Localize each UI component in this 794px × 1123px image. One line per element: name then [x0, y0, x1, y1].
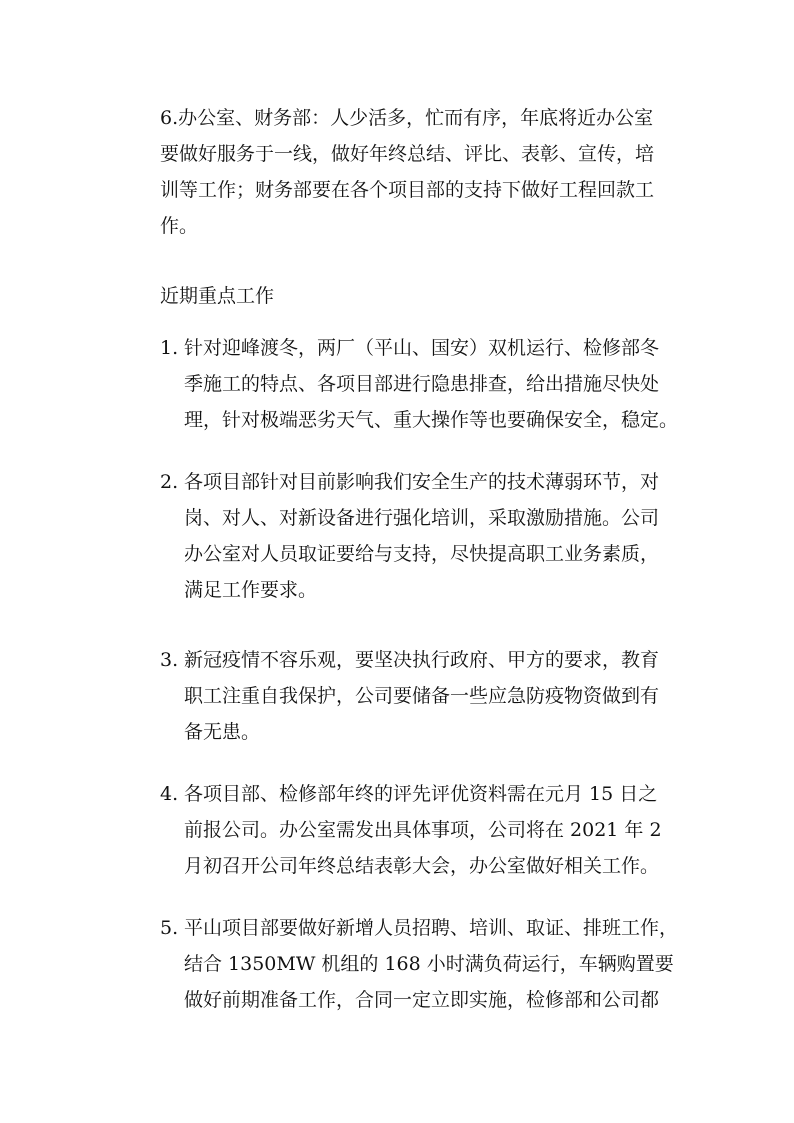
- intro-line: 6.办公室、财务部：人少活多，忙而有序，年底将近办公室: [160, 107, 654, 129]
- intro-line: 训等工作；财务部要在各个项目部的支持下做好工程回款工: [160, 179, 655, 201]
- list-item-4: [160, 776, 690, 884]
- list-item-line: 结合 1350MW 机组的 168 小时满负荷运行，车辆购置要: [184, 953, 674, 975]
- list-item-1: [160, 330, 690, 438]
- list-item-line: 各项目部、检修部年终的评先评优资料需在元月 15 日之: [184, 783, 658, 805]
- list-item-line: 月初召开公司年终总结表彰大会，办公室做好相关工作。: [184, 855, 660, 877]
- list-item-line: 备无患。: [184, 721, 261, 743]
- list-item-line: 职工注重自我保护，公司要储备一些应急防疫物资做到有: [184, 685, 660, 707]
- list-item-line: 各项目部针对目前影响我们安全生产的技术薄弱环节，对: [184, 471, 660, 493]
- list-item-line: 平山项目部要做好新增人员招聘、培训、取证、排班工作，: [184, 917, 679, 939]
- list-item-number: 3.: [160, 649, 179, 671]
- list-item-line: 做好前期准备工作，合同一定立即实施，检修部和公司都: [184, 989, 660, 1011]
- list-item-line: 前报公司。办公室需发出具体事项，公司将在 2021 年 2: [184, 819, 662, 841]
- list-item-number: 5.: [160, 917, 179, 939]
- list-item-line: 理，针对极端恶劣天气、重大操作等也要确保安全，稳定。: [184, 409, 679, 431]
- intro-paragraph: [160, 100, 690, 244]
- list-item-line: 办公室对人员取证要给与支持，尽快提高职工业务素质，: [184, 543, 660, 565]
- list-item-number: 2.: [160, 471, 179, 493]
- list-item-number: 1.: [160, 337, 179, 359]
- list-item-5: [160, 910, 690, 1018]
- section-heading: [160, 278, 690, 314]
- list-item-number: 4.: [160, 783, 179, 805]
- list-item-line: 针对迎峰渡冬，两厂（平山、国安）双机运行、检修部冬: [184, 337, 660, 359]
- list-item-line: 岗、对人、对新设备进行强化培训，采取激励措施。公司: [184, 507, 660, 529]
- list-item-line: 季施工的特点、各项目部进行隐患排查，给出措施尽快处: [184, 373, 660, 395]
- intro-line: 要做好服务于一线，做好年终总结、评比、表彰、宣传，培: [160, 143, 655, 165]
- intro-line: 作。: [160, 215, 199, 237]
- section-heading-text: 近期重点工作: [160, 285, 275, 307]
- list-item-3: [160, 642, 690, 750]
- list-item-line: 新冠疫情不容乐观，要坚决执行政府、甲方的要求，教育: [184, 649, 660, 671]
- list-item-line: 满足工作要求。: [184, 579, 318, 601]
- list-item-2: [160, 464, 690, 608]
